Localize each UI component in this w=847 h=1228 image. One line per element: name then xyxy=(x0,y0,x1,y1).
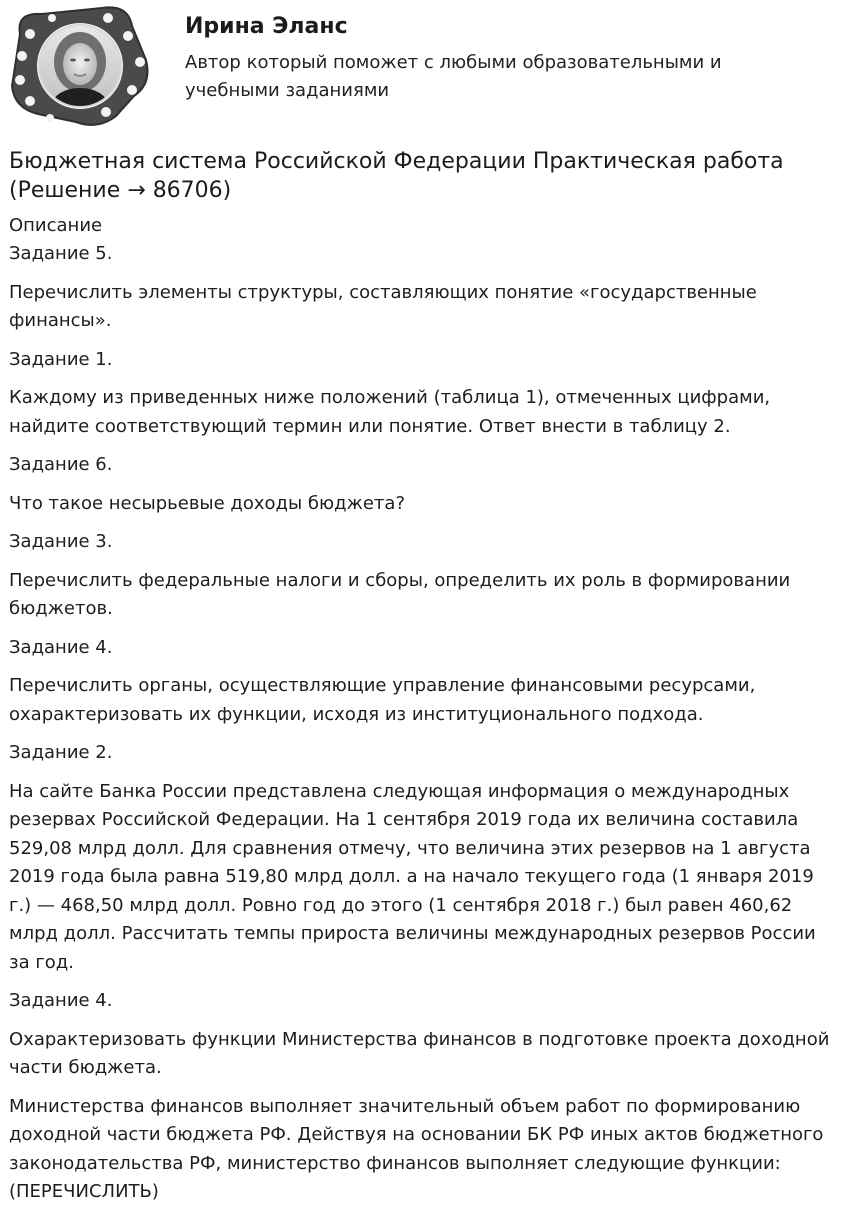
task-heading: Задание 1. xyxy=(9,348,113,370)
author-description: Автор который поможет с любыми образовательными и учебными заданиями xyxy=(185,52,722,101)
task-heading: Задание 4. xyxy=(9,636,113,658)
task-heading: Задание 4. xyxy=(9,990,113,1011)
task-text: Перечислить элементы структуры, составляющих понятие «государственные финансы». xyxy=(9,281,757,331)
page-title: Бюджетная система Российской Федерации Практическая работа (Решение → 86706) xyxy=(9,149,784,203)
author-header xyxy=(0,0,847,140)
task-heading: Задание 6. xyxy=(9,454,113,475)
author-name: Ирина Эланс xyxy=(185,14,348,39)
task-text: На сайте Банка России представлена следующая информация о международных резервах Российской Федерации. На 1 сентября 2019 года их величина составила 529,08 млрд долл. Для сравнения отмечу, что величина этих резервов на 1 августа 2019 года была равна 519,80 млрд долл. а на начало текущего года (1 января 2019 г.) — 468,50 млрд долл. Ровно год до этого (1 сентября 2018 г.) был равен 460,62 млрд долл. Рассчитать темпы прироста величины международных резервов России за год. xyxy=(9,780,816,973)
task-text: Перечислить федеральные налоги и сборы, определить их роль в формировании бюджетов. xyxy=(9,569,791,619)
author-photo-avatar-icon xyxy=(6,4,154,128)
task-list xyxy=(9,240,839,1207)
task-heading: Задание 2. xyxy=(9,742,113,763)
author-avatar xyxy=(6,4,154,128)
task-text: Охарактеризовать функции Министерства финансов в подготовке проекта доходной части бюджета. xyxy=(9,1028,830,1078)
document-content xyxy=(9,147,839,1217)
answer-text: Министерства финансов выполняет значительный объем работ по формированию доходной части бюджета РФ. Действуя на основании БК РФ иных актов бюджетного законодательства РФ, министерство финансов выполняет следующие функции: (ПЕРЕЧИСЛИТЬ) xyxy=(9,1095,824,1202)
task-text: Каждому из приведенных ниже положений (таблица 1), отмеченных цифрами, найдите соответствующий термин или понятие. Ответ внести в таблицу 2. xyxy=(9,387,771,437)
task-text: Перечислить органы, осуществляющие управление финансовыми ресурсами, охарактеризовать их функции, исходя из институционального подхода. xyxy=(9,675,756,725)
task-text: Что такое несырьевые доходы бюджета? xyxy=(9,492,405,514)
task-heading: Задание 5. xyxy=(9,243,113,264)
description-label: Описание xyxy=(9,215,103,236)
task-heading: Задание 3. xyxy=(9,531,113,552)
